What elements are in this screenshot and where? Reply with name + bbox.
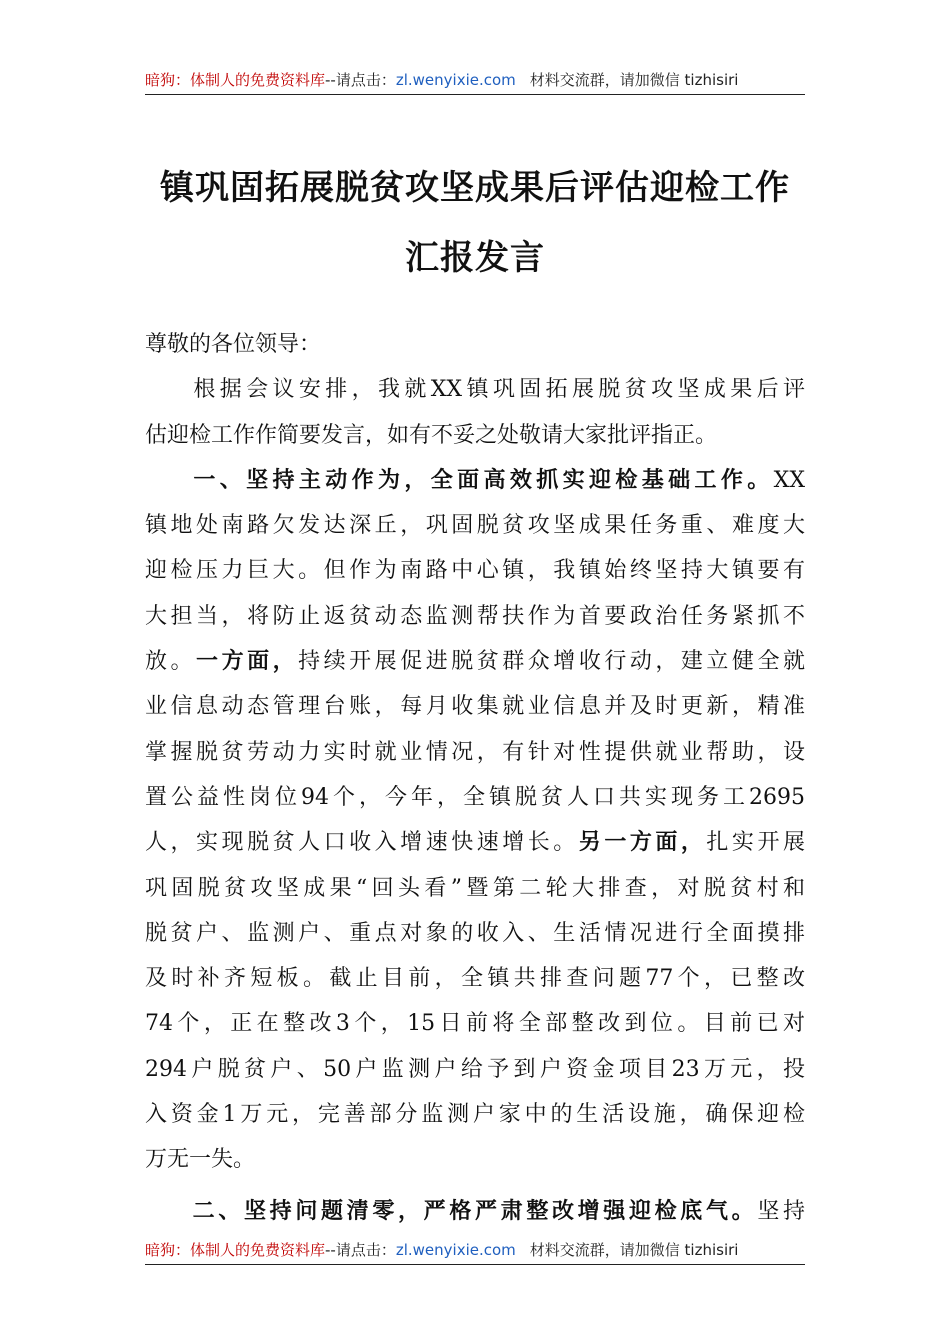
header-banner bbox=[145, 70, 805, 90]
paragraph-line: 人，实现脱贫人口收入增速快速增长。另一方面，扎实开展 bbox=[145, 829, 805, 856]
banner-prompt: --请点击： bbox=[325, 1241, 396, 1259]
paragraph-line: 放。一方面，持续开展促进脱贫群众增收行动，建立健全就 bbox=[145, 648, 805, 675]
banner-link[interactable]: zl.wenyixie.com bbox=[395, 71, 516, 89]
paragraph-line: 万无一失。 bbox=[145, 1147, 256, 1173]
banner-site-name: 暗狗：体制人的免费资料库 bbox=[145, 71, 326, 89]
paragraph-line: 巩固脱贫攻坚成果“回头看”暨第二轮大排查，对脱贫村和 bbox=[145, 875, 805, 901]
paragraph-line: 大担当，将防止返贫动态监测帮扶作为首要政治任务紧抓不 bbox=[145, 603, 805, 629]
banner-contact: 材料交流群，请加微信 tizhisiri bbox=[529, 71, 739, 89]
footer-divider bbox=[145, 1264, 805, 1265]
paragraph-line: 业信息动态管理台账，每月收集就业信息并及时更新，精准 bbox=[145, 694, 805, 720]
section2-first-line: 二、坚持问题清零，严格严肃整改增强迎检底气。坚持 bbox=[189, 1198, 805, 1224]
intro-line-2: 估迎检工作作简要发言，如有不妥之处敬请大家批评指正。 bbox=[145, 422, 718, 448]
section1-first-line: 一、坚持主动作为，全面高效抓实迎检基础工作。XX bbox=[189, 467, 805, 493]
document-title-line2: 汇报发言 bbox=[405, 238, 545, 278]
paragraph-line: 置公益性岗位94个，今年，全镇脱贫人口共实现务工2695 bbox=[145, 784, 805, 810]
banner-prompt: --请点击： bbox=[325, 71, 396, 89]
document-body bbox=[145, 322, 805, 1234]
document-title-line1: 镇巩固拓展脱贫攻坚成果后评估迎检工作 bbox=[160, 168, 790, 208]
paragraph-line: 入资金1万元，完善部分监测户家中的生活设施，确保迎检 bbox=[145, 1102, 805, 1128]
paragraph-line: 74个，正在整改3个，15日前将全部整改到位。目前已对 bbox=[145, 1011, 805, 1037]
banner-contact: 材料交流群，请加微信 tizhisiri bbox=[529, 1241, 739, 1259]
paragraph-line: 脱贫户、监测户、重点对象的收入、生活情况进行全面摸排 bbox=[145, 920, 805, 946]
intro-line-1: 根据会议安排，我就XX镇巩固拓展脱贫攻坚成果后评 bbox=[189, 377, 805, 403]
paragraph-line: 镇地处南路欠发达深丘，巩固脱贫攻坚成果任务重、难度大 bbox=[145, 513, 805, 539]
section1-heading: 一、坚持主动作为，全面高效抓实迎检基础工作。 bbox=[189, 467, 774, 493]
paragraph-line: 迎检压力巨大。但作为南路中心镇，我镇始终坚持大镇要有 bbox=[145, 558, 805, 584]
banner-site-name: 暗狗：体制人的免费资料库 bbox=[145, 1241, 326, 1259]
one-aspect-label: 一方面， bbox=[196, 648, 299, 675]
paragraph-line: 掌握脱贫劳动力实时就业情况，有针对性提供就业帮助，设 bbox=[145, 739, 805, 765]
paragraph-line: 294户脱贫户、50户监测户给予到户资金项目23万元，投 bbox=[145, 1056, 805, 1082]
salutation: 尊敬的各位领导： bbox=[145, 332, 322, 357]
paragraph-line: 及时补齐短板。截止目前，全镇共排查问题77个，已整改 bbox=[145, 966, 805, 992]
header-divider bbox=[145, 94, 805, 95]
footer-banner bbox=[145, 1240, 805, 1260]
other-aspect-label: 另一方面， bbox=[578, 829, 707, 856]
banner-link[interactable]: zl.wenyixie.com bbox=[395, 1241, 516, 1259]
section2-heading: 二、坚持问题清零，严格严肃整改增强迎检底气。 bbox=[189, 1198, 758, 1224]
